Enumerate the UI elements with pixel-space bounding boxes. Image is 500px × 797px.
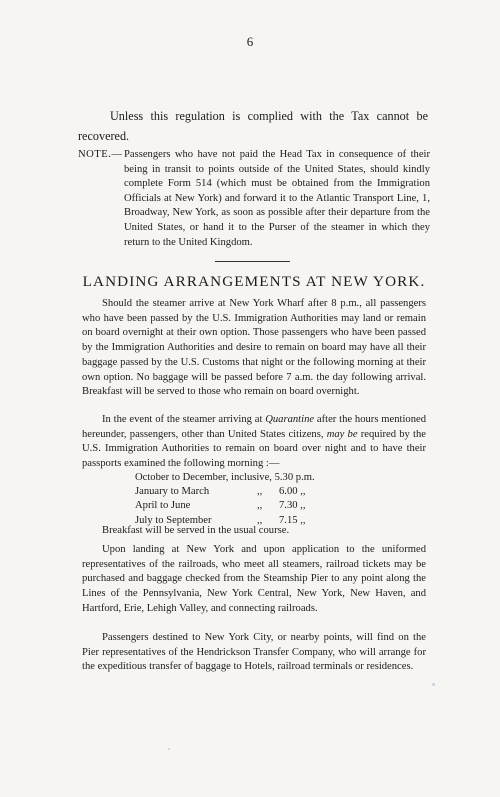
schedule-period: July to September bbox=[135, 514, 212, 526]
railroads-paragraph: Upon landing at New York and upon application to the uniformed representatives of the railroads, who meet all steamers, railroad tickets may be purchased and baggage checked from the Steamship Pier to any point along the Lines of the Pennsylvania, New York Central, New York, New Haven, and Hartford, Erie, Lehigh Valley, and connecting railroads. bbox=[82, 544, 426, 614]
quarantine-schedule bbox=[135, 471, 315, 528]
quarantine-text-before: In the event of the steamer arriving at bbox=[102, 414, 266, 425]
schedule-period: October to December, inclusive, bbox=[135, 472, 272, 483]
note-label: NOTE.— bbox=[78, 149, 123, 160]
breakfast-note: Breakfast will be served in the usual course. bbox=[102, 525, 290, 536]
quarantine-paragraph bbox=[82, 413, 426, 471]
ink-speck bbox=[432, 683, 435, 686]
intro-paragraph: Unless this regulation is complied with the Tax cannot be recovered. bbox=[78, 109, 428, 143]
arrival-paragraph: Should the steamer arrive at New York Wharf after 8 p.m., all passengers who have been passed by the U.S. Immigration Authorities may land or remain on board overnight at their own option. Those passengers who have been passed by the Immigration Authorities and desire to remain on board may have all their baggage passed by the U.S. Customs that night or the following morning at their own option. No baggage will be passed before 7 a.m. the day following arrival. Breakfast will be served to those who remain on board overnight. bbox=[82, 298, 426, 398]
quarantine-text-middle: after the hours mentioned hereunder, passengers, other than United States citizens, bbox=[82, 414, 426, 440]
schedule-ditto: ,, bbox=[257, 514, 263, 526]
schedule-ditto: ,, bbox=[257, 486, 263, 498]
schedule-time: 7.15 ,, bbox=[279, 514, 306, 526]
schedule-row bbox=[135, 499, 315, 513]
schedule-time: 7.30 ,, bbox=[279, 500, 306, 512]
schedule-period: April to June bbox=[135, 500, 191, 512]
schedule-period: January to March bbox=[135, 486, 210, 498]
quarantine-italic-may-be: may be bbox=[326, 428, 358, 440]
schedule-time: 5.30 p.m. bbox=[274, 472, 315, 483]
ink-speck bbox=[168, 748, 170, 750]
quarantine-text-after: required by the U.S. Immigration Authorities to remain on board over night and to have their passports examined the following morning :— bbox=[82, 428, 427, 469]
schedule-row bbox=[135, 471, 315, 485]
schedule-ditto: ,, bbox=[257, 500, 263, 512]
section-divider bbox=[215, 261, 290, 262]
note-block bbox=[78, 148, 430, 250]
schedule-row bbox=[135, 485, 315, 499]
page-number: 6 bbox=[246, 34, 254, 49]
quarantine-italic-term: Quarantine bbox=[265, 414, 315, 425]
schedule-time: 6.00 ,, bbox=[279, 486, 306, 498]
note-text: Passengers who have not paid the Head Tax in consequence of their being in transit to points outside of the United States, should kindly complete Form 514 (which must be obtained from the Immigration Officials at New York) and forward it to the Atlantic Transport Line, 1, Broadway, New York, as soon as possible after their departure from the United States, or hand it to the Purser of the steamer in which they return to the United Kingdom. bbox=[124, 149, 430, 248]
section-heading: LANDING ARRANGEMENTS AT NEW YORK. bbox=[82, 273, 426, 290]
passengers-paragraph: Passengers destined to New York City, or nearby points, will find on the Pier representatives of the Hendrickson Transfer Company, who will arrange for the expeditious transfer of baggage to Hotels, railroad terminals or residences. bbox=[82, 632, 426, 673]
